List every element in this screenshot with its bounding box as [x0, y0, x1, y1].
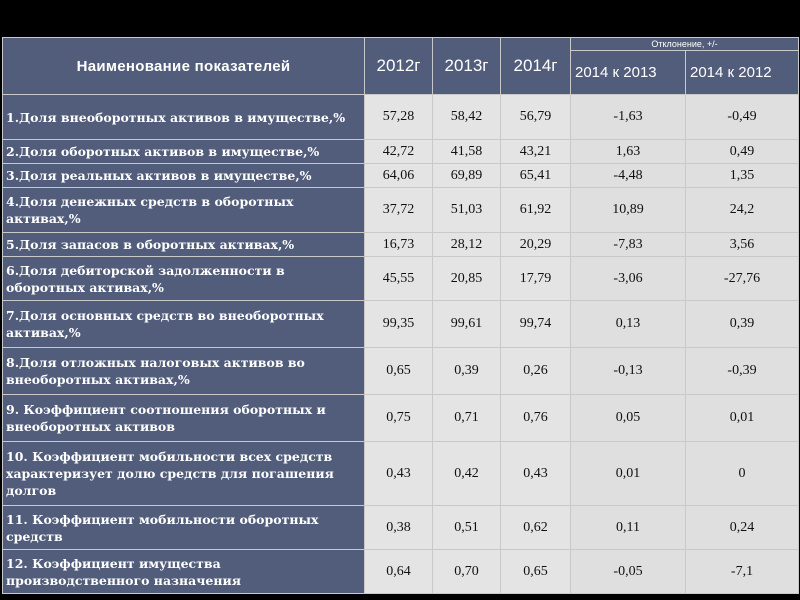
value-2014: 0,76 [501, 395, 571, 442]
deviation-2014-vs-2012: 0,49 [686, 140, 799, 164]
table-row [3, 550, 799, 594]
row-label: 2.Доля оборотных активов в имуществе,% [3, 140, 365, 164]
value-2013: 20,85 [433, 257, 501, 301]
header-deviation-2014-vs-2013: 2014 к 2013 [571, 51, 686, 95]
table-row [3, 233, 799, 257]
row-label: 4.Доля денежных средств в оборотных активах,% [3, 188, 365, 233]
value-2012: 16,73 [365, 233, 433, 257]
value-2012: 99,35 [365, 301, 433, 348]
value-2013: 41,58 [433, 140, 501, 164]
deviation-2014-vs-2013: 0,13 [571, 301, 686, 348]
deviation-2014-vs-2013: 1,63 [571, 140, 686, 164]
row-label: 6.Доля дебиторской задолженности в оборотных активах,% [3, 257, 365, 301]
row-label: 7.Доля основных средств во внеоборотных активах,% [3, 301, 365, 348]
table-row [3, 140, 799, 164]
deviation-2014-vs-2012: 0,01 [686, 395, 799, 442]
row-label: 9. Коэффициент соотношения оборотных и внеоборотных активов [3, 395, 365, 442]
row-label: 3.Доля реальных активов в имуществе,% [3, 164, 365, 188]
deviation-2014-vs-2013: 10,89 [571, 188, 686, 233]
table-row [3, 506, 799, 550]
row-label: 5.Доля запасов в оборотных активах,% [3, 233, 365, 257]
table-row [3, 188, 799, 233]
value-2013: 0,51 [433, 506, 501, 550]
deviation-2014-vs-2013: -0,13 [571, 348, 686, 395]
row-label: 8.Доля отложных налоговых активов во внеоборотных активах,% [3, 348, 365, 395]
value-2014: 0,43 [501, 442, 571, 506]
table-row [3, 301, 799, 348]
indicators-table-container [2, 37, 798, 588]
header-year-2013: 2013г [433, 38, 501, 95]
deviation-2014-vs-2012: 0 [686, 442, 799, 506]
deviation-2014-vs-2012: -0,39 [686, 348, 799, 395]
indicators-table [2, 37, 799, 594]
deviation-2014-vs-2012: -0,49 [686, 95, 799, 140]
value-2012: 37,72 [365, 188, 433, 233]
value-2014: 0,26 [501, 348, 571, 395]
table-row [3, 348, 799, 395]
deviation-2014-vs-2013: -4,48 [571, 164, 686, 188]
value-2012: 0,65 [365, 348, 433, 395]
value-2013: 69,89 [433, 164, 501, 188]
deviation-2014-vs-2012: -27,76 [686, 257, 799, 301]
value-2013: 28,12 [433, 233, 501, 257]
value-2013: 0,42 [433, 442, 501, 506]
deviation-2014-vs-2013: -0,05 [571, 550, 686, 594]
deviation-2014-vs-2012: 1,35 [686, 164, 799, 188]
value-2014: 43,21 [501, 140, 571, 164]
value-2014: 61,92 [501, 188, 571, 233]
value-2013: 58,42 [433, 95, 501, 140]
table-row [3, 95, 799, 140]
row-label: 10. Коэффициент мобильности всех средств характеризует долю средств для погашения долгов [3, 442, 365, 506]
value-2014: 0,62 [501, 506, 571, 550]
value-2014: 17,79 [501, 257, 571, 301]
header-indicator-name: Наименование показателей [3, 38, 365, 95]
value-2012: 0,43 [365, 442, 433, 506]
value-2012: 42,72 [365, 140, 433, 164]
value-2014: 20,29 [501, 233, 571, 257]
value-2013: 0,71 [433, 395, 501, 442]
value-2012: 57,28 [365, 95, 433, 140]
value-2012: 0,38 [365, 506, 433, 550]
value-2012: 45,55 [365, 257, 433, 301]
deviation-2014-vs-2012: 3,56 [686, 233, 799, 257]
value-2013: 0,70 [433, 550, 501, 594]
header-year-2014: 2014г [501, 38, 571, 95]
table-row [3, 442, 799, 506]
deviation-2014-vs-2013: -7,83 [571, 233, 686, 257]
value-2013: 99,61 [433, 301, 501, 348]
header-deviation: Отклонение, +/- [571, 38, 799, 51]
table-row [3, 395, 799, 442]
deviation-2014-vs-2013: 0,11 [571, 506, 686, 550]
header-year-2012: 2012г [365, 38, 433, 95]
deviation-2014-vs-2013: 0,01 [571, 442, 686, 506]
deviation-2014-vs-2013: -1,63 [571, 95, 686, 140]
deviation-2014-vs-2012: 0,39 [686, 301, 799, 348]
table-row [3, 164, 799, 188]
row-label: 11. Коэффициент мобильности оборотных средств [3, 506, 365, 550]
value-2012: 64,06 [365, 164, 433, 188]
value-2012: 0,75 [365, 395, 433, 442]
value-2014: 56,79 [501, 95, 571, 140]
row-label: 12. Коэффициент имущества производственного назначения [3, 550, 365, 594]
value-2014: 65,41 [501, 164, 571, 188]
value-2014: 99,74 [501, 301, 571, 348]
row-label: 1.Доля внеоборотных активов в имуществе,% [3, 95, 365, 140]
value-2013: 0,39 [433, 348, 501, 395]
deviation-2014-vs-2012: 24,2 [686, 188, 799, 233]
deviation-2014-vs-2013: 0,05 [571, 395, 686, 442]
value-2013: 51,03 [433, 188, 501, 233]
deviation-2014-vs-2012: 0,24 [686, 506, 799, 550]
deviation-2014-vs-2012: -7,1 [686, 550, 799, 594]
header-deviation-2014-vs-2012: 2014 к 2012 [686, 51, 799, 95]
value-2012: 0,64 [365, 550, 433, 594]
table-row [3, 257, 799, 301]
value-2014: 0,65 [501, 550, 571, 594]
deviation-2014-vs-2013: -3,06 [571, 257, 686, 301]
